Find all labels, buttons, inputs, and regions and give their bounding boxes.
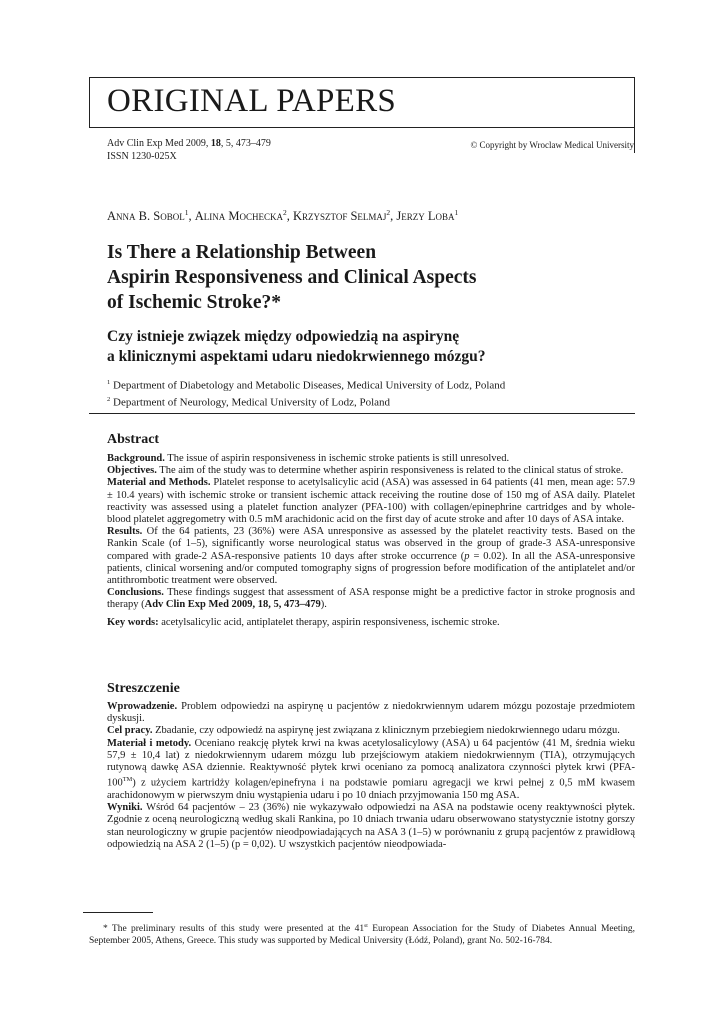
streszczenie-methods: Materiał i metody. Oceniano reakcję płytek krwi na kwas acetylosalicylowy (ASA) u 64 pacjentów (41 M, średnia wieku 57,9 ± 10,4 lat) z niedokrwiennym udarem mózgu lub przejściowym atakiem niedokrwiennym (TIA), otrzymujących rutynową dawkę ASA dziennie. Reaktywność płytek krwi oceniano za pomocą analizatora czynności płytek krwi (PFA-100™) z użyciem kartridży kolagen/epinefryna i na podstawie pomiaru agregacji we krwi pełnej z 0,5 mM kwasem arachidonowym w pierwszym dniu wystąpienia udaru i po 10 dniach przyjmowania 150 mg ASA. — [107, 737, 635, 801]
streszczenie-intro: Wprowadzenie. Problem odpowiedzi na aspirynę u pacjentów z niedokrwiennym udarem mózgu pozostaje przedmiotem dyskusji. — [107, 701, 635, 725]
copyright: © Copyright by Wroclaw Medical University — [470, 140, 634, 150]
streszczenie-results: Wyniki. Wśród 64 pacjentów – 23 (36%) nie wykazywało odpowiedzi na ASA na podstawie oceny reaktywności płytek. Zgodnie z oceną neurologiczną według skali Rankina, po 10 dniach trwania udaru obserwowano statystycznie istotny gorszy stan neurologiczny w grupie pacjentów nieodpowiadających na ASA 3 (1–5) w porównaniu z grupą pacjentów z prawidłową odpowiedzią na ASA 2 (1–5) (p = 0,02). U wszystkich pacjentów nieodpowiada- — [107, 802, 635, 850]
streszczenie-aim: Cel pracy. Zbadanie, czy odpowiedź na aspirynę jest związana z klinicznym przebiegiem niedokrwiennego udaru mózgu. — [107, 725, 620, 737]
keywords: Key words: acetylsalicylic acid, antiplatelet therapy, aspirin responsiveness, ischemic stroke. — [107, 616, 500, 628]
abstract-heading: Abstract — [107, 432, 160, 447]
author-name: Jerzy Loba — [396, 209, 455, 224]
footnote-divider — [83, 912, 153, 913]
abstract-body — [107, 453, 635, 629]
footnote: * The preliminary results of this study were presented at the 41st European Association for the Study of Diabetes Annual Meeting, September 2005, Athens, Greece. This study was supported by Medical University (Łódź, Poland), grant No. 502-16-784. — [89, 923, 635, 947]
author-name: Krzysztof Selmaj — [292, 209, 387, 224]
header-divider — [89, 127, 635, 128]
article-title: Is There a Relationship Between Aspirin Responsiveness and Clinical Aspects of Ischemic Stroke?* — [107, 242, 477, 313]
header-divider-vertical — [634, 127, 635, 153]
section-title: ORIGINAL PAPERS — [107, 83, 397, 119]
abstract-results: Results. Of the 64 patients, 23 (36%) were ASA unresponsive as assessed by the platelet reactivity tests. Based on the Rankin Scale (of 1–5), significantly worse neurological status was observed in the group of grade-3 ASA-unresponsive compared with grade-2 ASA-responsive patients 10 days after stroke occurrence (p = 0.02). In all the ASA-unresponsive patients, clinical worsening and/or computed tomography signs of progression before modification of the antiplatelet and/or antithrombotic treatment were observed. — [107, 526, 635, 587]
abstract-objectives: Objectives. The aim of the study was to determine whether aspirin responsiveness is related to the clinical status of stroke. — [107, 465, 624, 477]
issn: ISSN 1230-025X — [107, 151, 177, 162]
divider — [89, 413, 635, 414]
author-name: Alina Mochecka — [194, 209, 283, 224]
affiliations — [107, 376, 505, 409]
citation — [107, 137, 271, 163]
author-list: Anna B. Sobol$^1$, Alina Mochecka$^2$, Krzysztof Selmaj$^2$, Jerzy Loba$^1$ — [107, 208, 459, 224]
abstract-conclusions: Conclusions. These findings suggest that assessment of ASA response might be a predictive factor in stroke prognosis and therapy (Adv Clin Exp Med 2009, 18, 5, 473–479). — [107, 587, 635, 611]
author-name: Anna B. Sobol — [107, 209, 185, 224]
citation-line: Adv Clin Exp Med 2009, 18, 5, 473–479 — [107, 138, 271, 149]
abstract-background: Background. The issue of aspirin responsiveness in ischemic stroke patients is still unresolved. — [107, 453, 510, 464]
abstract-methods: Material and Methods. Platelet response to acetylsalicylic acid (ASA) was assessed in 64 patients (41 men, mean age: 57.9 ± 10.4 years) with ischemic stroke or transient ischemic attack receiving the routine dose of 150 mg of ASA daily. Platelet reactivity was assessed using a platelet function analyzer (PFA-100) with collagen/epinephrine cartridges and by whole-blood platelet aggregometry with 0.5 mM arachidonic acid on the first day of acute stroke and after 10 days of ASA intake. — [107, 477, 636, 526]
article-title-polish: Czy istnieje związek między odpowiedzią na aspirynę a klinicznymi aspektami udaru niedokrwiennego mózgu? — [107, 328, 486, 365]
streszczenie-heading: Streszczenie — [107, 681, 180, 696]
affiliation: $^1$ Department of Diabetology and Metabolic Diseases, Medical University of Lodz, Poland — [107, 379, 506, 392]
affiliation: $^2$ Department of Neurology, Medical University of Lodz, Poland — [107, 395, 391, 409]
streszczenie-body — [107, 701, 635, 851]
